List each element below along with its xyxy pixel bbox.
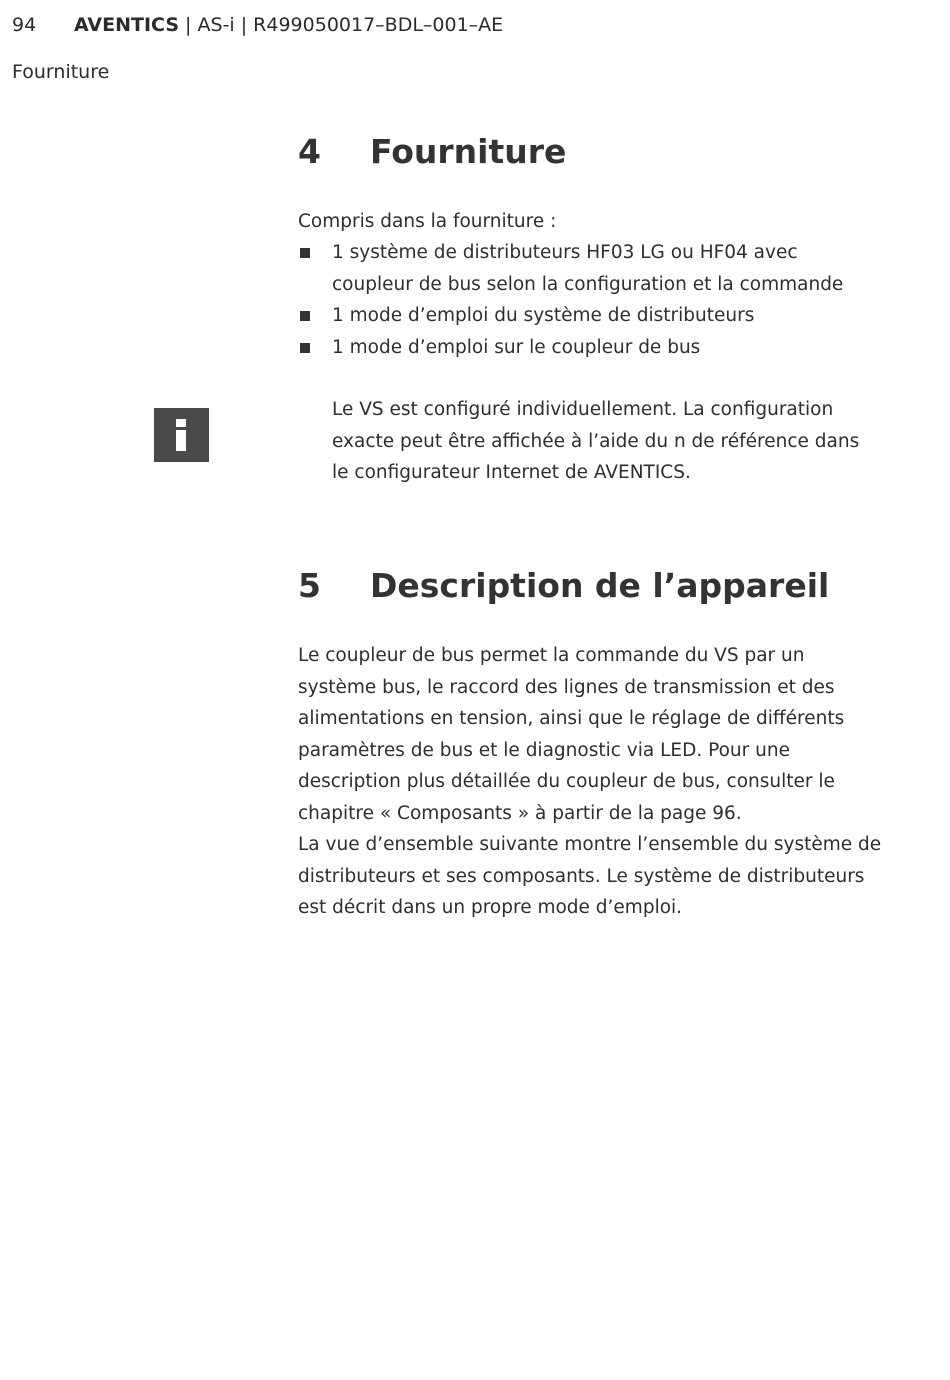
- list-item-text: 1 système de distributeurs HF03 LG ou HF04 avec coupleur de bus selon la configuration et la commande: [332, 242, 844, 295]
- running-title: Fourniture: [12, 61, 110, 83]
- delivery-intro: Compris dans la fourniture :: [298, 211, 557, 232]
- info-note: Le VS est configuré individuellement. La configuration exacte peut être affichée à l’aide du n de référence dans le configurateur Internet de AVENTICS.: [332, 399, 860, 483]
- document-reference: [74, 12, 503, 38]
- brand-name: AVENTICS: [74, 14, 180, 36]
- list-item: [298, 300, 878, 332]
- list-item-text: 1 mode d’emploi sur le coupleur de bus: [332, 336, 701, 358]
- section-title: Fourniture: [370, 132, 567, 172]
- list-item-text: 1 mode d’emploi du système de distributeurs: [332, 305, 755, 326]
- section-number: 4: [298, 132, 321, 172]
- paragraph: La vue d’ensemble suivante montre l’ensemble du système de distributeurs et ses composants. Le système de distributeurs est décrit dans un propre mode d’emploi.: [298, 834, 882, 918]
- doc-reference-code: | AS-i | R499050017–BDL–001–AE: [179, 14, 504, 36]
- delivery-list: [298, 237, 878, 363]
- section-number: 5: [298, 566, 321, 606]
- list-item: [298, 332, 878, 364]
- square-bullet-icon: [300, 248, 310, 258]
- section-heading-4: [298, 132, 566, 172]
- section-heading-5: [298, 566, 829, 606]
- info-icon: [154, 408, 209, 462]
- list-item: [298, 237, 878, 300]
- square-bullet-icon: [300, 311, 310, 321]
- paragraph: Le coupleur de bus permet la commande du VS par un système bus, le raccord des lignes de transmission et des alimentations en tension, ainsi que le réglage de différents paramètres de bus et le diagnostic via LED. Pour une description plus détaillée du coupleur de bus, consulter le chapitre « Composants » à partir de la page 96.: [298, 645, 845, 824]
- section-title: Description de l’appareil: [370, 566, 830, 606]
- device-description: [298, 640, 883, 924]
- page-number: 94: [12, 14, 37, 36]
- square-bullet-icon: [300, 343, 310, 353]
